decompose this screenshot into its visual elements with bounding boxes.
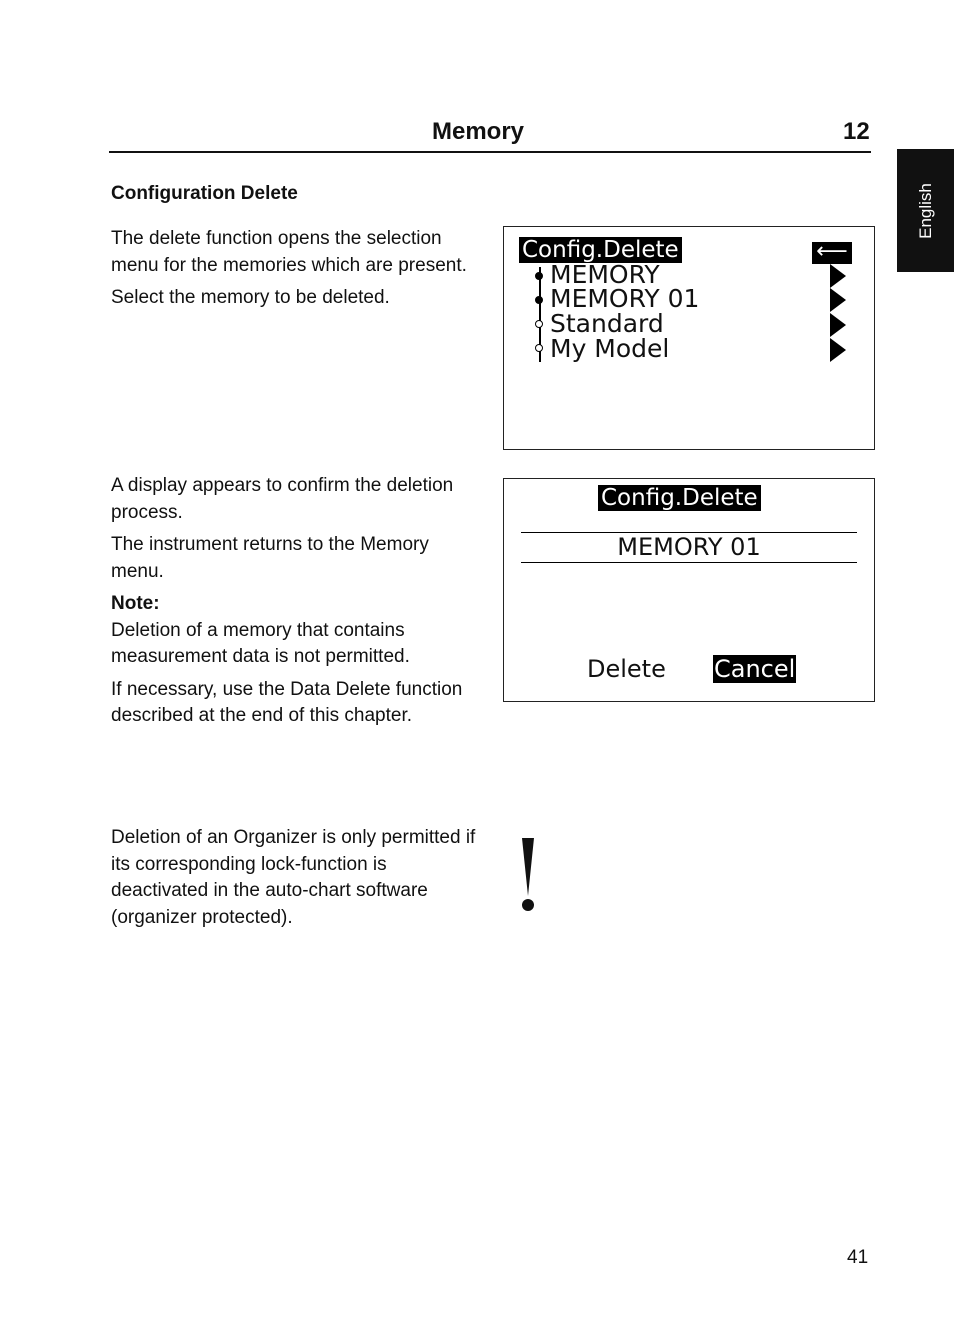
device-screen-confirm-delete	[503, 478, 875, 702]
note-text: Deletion of a memory that contains measurement data is not permitted.	[111, 619, 410, 667]
tree-node-icon	[535, 272, 543, 280]
note-text-2: If necessary, use the Data Delete function described at the end of this chapter.	[111, 678, 463, 726]
triangle-right-icon[interactable]	[830, 313, 846, 337]
confirm-text-2: The instrument returns to the Memory menu.	[111, 534, 429, 582]
menu-item-standard[interactable]: Standard	[550, 309, 664, 338]
note-label: Note:	[111, 593, 160, 614]
screen-title	[598, 485, 761, 512]
cancel-button[interactable]	[713, 655, 796, 683]
page-section-title: Memory	[432, 118, 525, 145]
tree-node-icon	[535, 296, 543, 304]
exclamation-icon	[518, 838, 538, 912]
cancel-button-label: Cancel	[714, 655, 796, 683]
tree-node-icon	[535, 344, 543, 352]
triangle-right-icon[interactable]	[830, 264, 846, 288]
warning-text: Deletion of an Organizer is only permitted if its corresponding lock-function is deactivated in the auto-chart software (organizer protected).	[111, 827, 476, 928]
intro-text-1: The delete function opens the selection menu for the memories which are present.	[111, 228, 467, 276]
language-tab-label: English	[915, 182, 935, 239]
triangle-right-icon[interactable]	[830, 338, 846, 362]
section-heading: Configuration Delete	[111, 183, 298, 204]
menu-item-my-model[interactable]: My Model	[550, 334, 670, 363]
divider	[521, 562, 857, 563]
tree-node-icon	[535, 320, 543, 328]
confirm-text-1: A display appears to confirm the deletion process.	[111, 475, 454, 523]
menu-item-memory-01[interactable]: MEMORY 01	[550, 284, 700, 313]
confirm-paragraph	[111, 473, 481, 736]
page-number: 41	[847, 1247, 869, 1268]
back-arrow-icon[interactable]: ⟵	[812, 242, 852, 264]
header-rule	[109, 151, 871, 153]
delete-button[interactable]: Delete	[587, 655, 666, 683]
note-block	[111, 591, 481, 671]
screen-title-text: Config.Delete	[519, 237, 682, 263]
screen-title-text: Config.Delete	[598, 485, 761, 511]
intro-paragraph	[111, 226, 481, 318]
device-screen-config-delete-menu	[503, 226, 875, 450]
triangle-right-icon[interactable]	[830, 288, 846, 312]
chapter-number: 12	[843, 118, 870, 145]
language-tab	[897, 149, 954, 272]
organizer-warning-paragraph	[111, 825, 481, 937]
menu-item-memory[interactable]: MEMORY	[550, 260, 660, 289]
exclamation-bar	[522, 838, 534, 896]
intro-text-2: Select the memory to be deleted.	[111, 287, 390, 308]
selected-memory: MEMORY 01	[617, 533, 761, 561]
exclamation-dot	[522, 899, 534, 911]
